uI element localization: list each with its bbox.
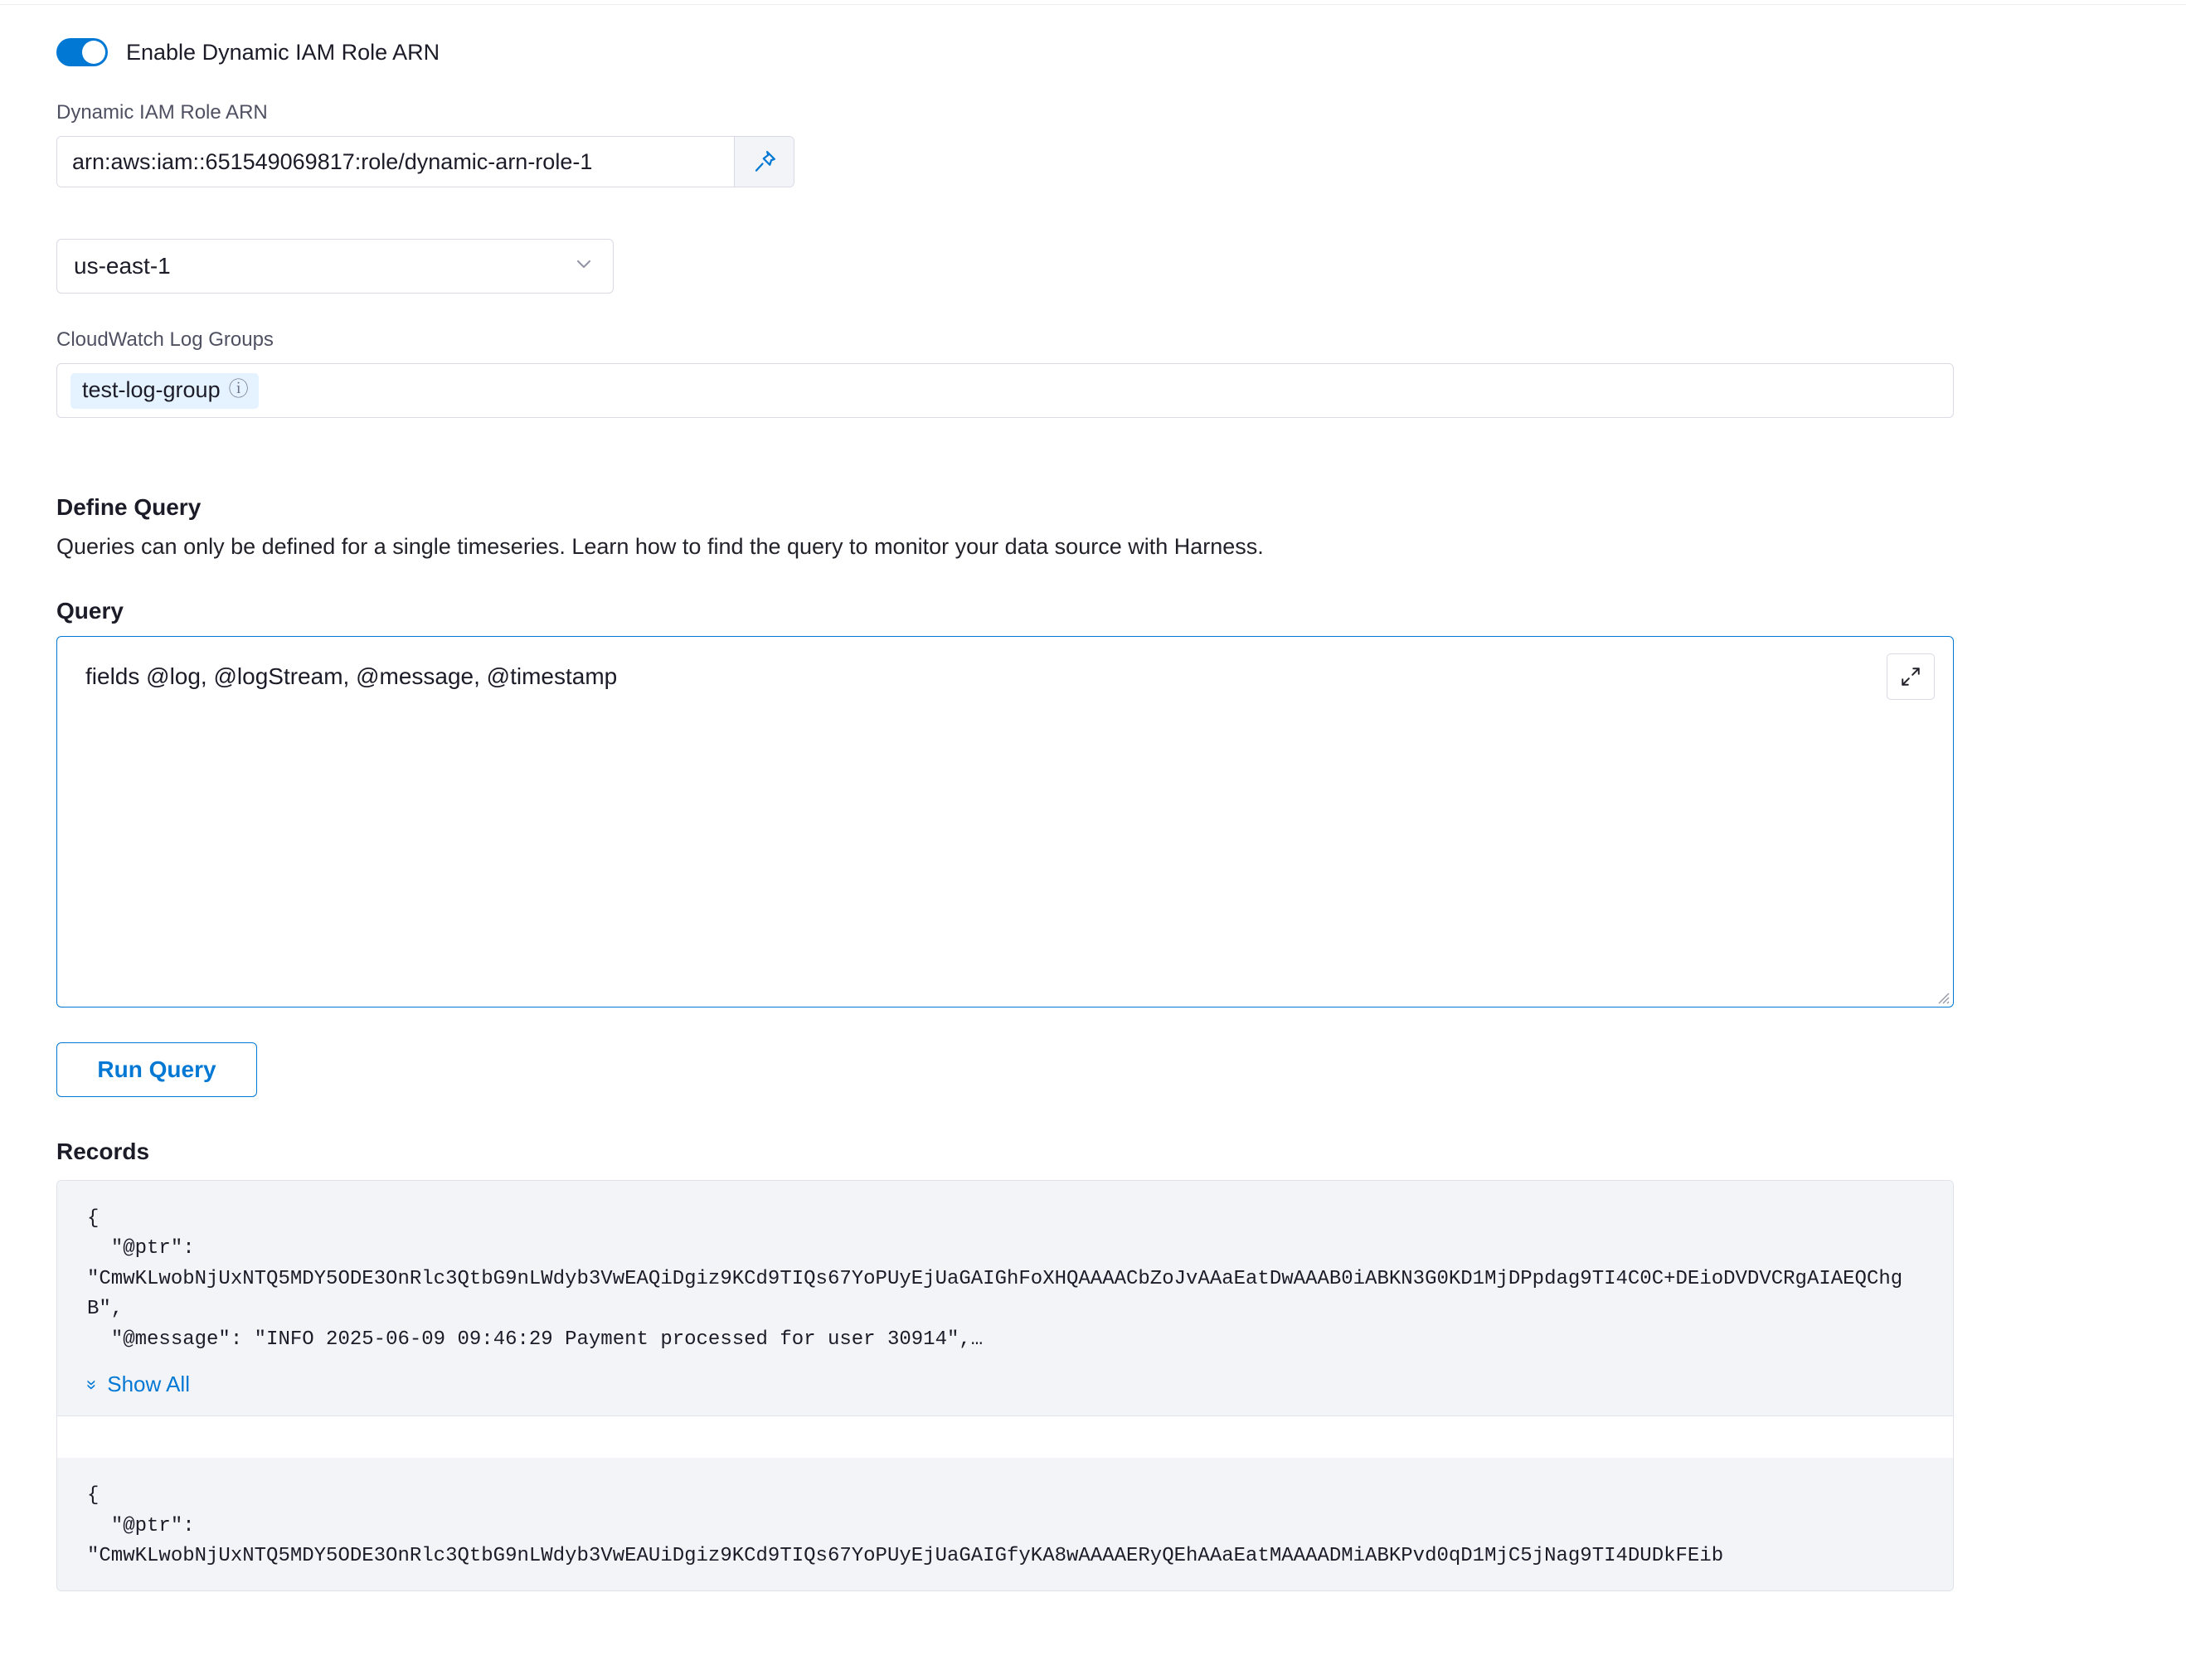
chevron-double-down-icon: »	[82, 1379, 104, 1390]
define-query-description: Queries can only be defined for a single timeseries. Learn how to find the query to monitor your data source with Harness.	[56, 534, 1264, 559]
log-group-tag-label: test-log-group	[82, 376, 221, 402]
pin-icon[interactable]	[734, 137, 794, 187]
record-line-3: "CmwKLwobNjUxNTQ5MDY5ODE3OnRlc3QtbG9nLWdyb3VwEAUiDgiz9KCd9TIQs67YoPUyEjUaGAIGfyKA8wAAAAERyQEhAAaEatMAAAADMiABKPvd0qD1MjC5jNag9TI4DUDkFEib	[87, 1545, 1724, 1568]
cloudwatch-log-groups-label: CloudWatch Log Groups	[56, 328, 274, 351]
record-line-1: {	[87, 1484, 100, 1508]
cloudwatch-log-groups-input[interactable]	[56, 363, 1954, 418]
close-circle-icon[interactable]: ⓘ	[228, 378, 249, 401]
dynamic-iam-role-arn-label: Dynamic IAM Role ARN	[56, 101, 268, 124]
record-line-2: "@ptr":	[87, 1514, 195, 1537]
expand-icon[interactable]	[1887, 653, 1935, 700]
show-all-label: Show All	[107, 1372, 190, 1397]
content-area	[0, 5, 2186, 1591]
record-separator	[57, 1416, 1953, 1458]
toggle-label: Enable Dynamic IAM Role ARN	[126, 39, 440, 65]
log-group-tag[interactable]	[70, 373, 259, 409]
query-label: Query	[56, 598, 124, 624]
enable-dynamic-iam-role-arn-toggle[interactable]	[56, 38, 108, 66]
query-editor[interactable]	[56, 636, 1954, 1008]
record-item[interactable]	[57, 1458, 1953, 1590]
dynamic-iam-role-arn-toggle-row	[56, 38, 2130, 66]
region-select-value[interactable]: us-east-1	[56, 239, 614, 294]
records-panel	[56, 1180, 1954, 1591]
dynamic-iam-role-arn-field[interactable]	[56, 136, 794, 187]
run-query-button[interactable]: Run Query	[56, 1042, 257, 1097]
record-line-4: "@message": "INFO 2025-06-09 09:46:29 Payment processed for user 30914",…	[87, 1328, 984, 1351]
records-label: Records	[56, 1139, 150, 1164]
record-line-1: {	[87, 1207, 100, 1230]
record-item[interactable]	[57, 1181, 1953, 1416]
define-query-title: Define Query	[56, 494, 202, 520]
toggle-knob	[82, 41, 105, 64]
dynamic-iam-role-arn-input[interactable]	[57, 137, 734, 187]
record-line-3: "CmwKLwobNjUxNTQ5MDY5ODE3OnRlc3QtbG9nLWdyb3VwEAQiDgiz9KCd9TIQs67YoPUyEjUaGAIGhFoXHQAAAACbZoJvAAaEatDwAAAB0iABKN3G0KD1MjDPpdag9TI4C0C+DEioDVDVCRgAIAEQChgB",	[87, 1267, 1903, 1321]
record-line-2: "@ptr":	[87, 1237, 195, 1260]
show-all-button[interactable]	[82, 1372, 190, 1397]
query-input[interactable]	[57, 637, 1953, 1007]
region-select[interactable]	[56, 239, 614, 294]
